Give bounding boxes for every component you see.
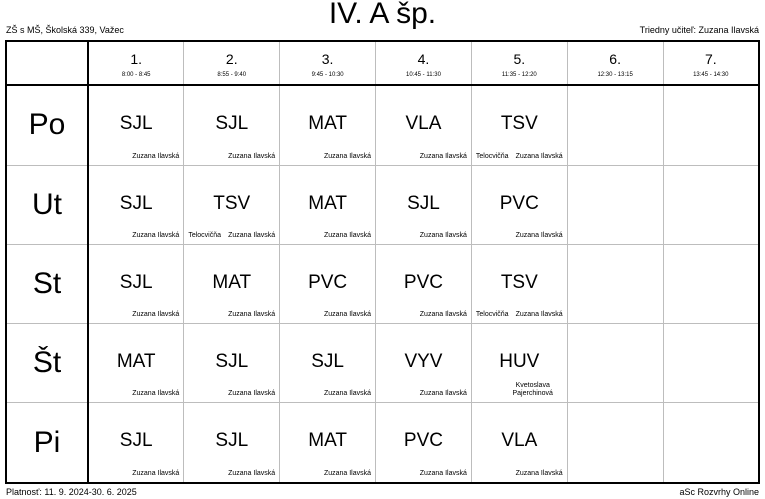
period-header <box>663 41 759 85</box>
lesson-cell <box>567 403 663 483</box>
period-time: 9:45 - 10:30 <box>311 72 344 78</box>
lesson-subject: TSV <box>500 113 538 134</box>
lesson-teacher: Zuzana Ilavská <box>419 390 467 398</box>
period-header <box>280 41 376 85</box>
lesson-cell[interactable] <box>88 165 184 244</box>
lesson-cell[interactable] <box>471 403 567 483</box>
lesson-cell <box>663 403 759 483</box>
lesson-teacher: Zuzana Ilavská <box>419 231 467 239</box>
period-number: 4. <box>417 51 430 67</box>
lesson-subject: SJL <box>119 271 153 293</box>
lesson-cell <box>663 324 759 403</box>
lesson-teacher: Zuzana Ilavská <box>132 231 180 239</box>
lesson-cell[interactable] <box>376 85 472 165</box>
lesson-cell[interactable] <box>280 85 376 165</box>
day-row <box>6 403 759 483</box>
lesson-teacher: Zuzana Ilavská <box>323 231 372 239</box>
school-name: ZŠ s MŠ, Školská 339, Važec <box>6 25 124 35</box>
lesson-subject: MAT <box>116 351 156 373</box>
period-number: 7. <box>704 51 717 67</box>
lesson-cell <box>567 244 663 323</box>
period-time: 13:45 - 14:30 <box>693 72 729 78</box>
lesson-subject: SJL <box>215 430 249 452</box>
lesson-cell[interactable] <box>280 403 376 483</box>
lesson-subject: SJL <box>215 113 249 134</box>
period-header <box>567 41 663 85</box>
period-number: 2. <box>225 51 238 67</box>
lesson-teacher: Zuzana Ilavská <box>323 152 372 160</box>
lesson-cell[interactable] <box>471 244 567 323</box>
page-title: IV. A šp. <box>328 0 437 30</box>
day-label: Št <box>6 324 88 403</box>
period-header <box>471 41 567 85</box>
period-header <box>376 41 472 85</box>
period-time: 8:55 - 9:40 <box>217 72 247 78</box>
lesson-teacher: Zuzana Ilavská <box>323 311 372 319</box>
lesson-subject: SJL <box>119 192 153 214</box>
lesson-teacher: Zuzana Ilavská <box>323 390 372 398</box>
lesson-teacher: Zuzana Ilavská <box>132 311 180 319</box>
lesson-cell <box>567 85 663 165</box>
lesson-cell[interactable] <box>88 85 184 165</box>
lesson-cell[interactable] <box>471 324 567 403</box>
lesson-teacher: Zuzana Ilavská <box>228 390 276 398</box>
lesson-subject: PVC <box>308 271 348 293</box>
period-time: 12:30 - 13:15 <box>597 72 633 78</box>
lesson-room: Telocvičňa <box>475 311 509 319</box>
lesson-teacher: Zuzana Ilavská <box>228 231 276 239</box>
lesson-teacher: Zuzana Ilavská <box>228 152 276 160</box>
lesson-cell <box>663 244 759 323</box>
lesson-teacher: Zuzana Ilavská <box>323 470 372 477</box>
lesson-teacher: Zuzana Ilavská <box>132 470 180 477</box>
day-row <box>6 85 759 165</box>
lesson-cell[interactable] <box>184 165 280 244</box>
day-row <box>6 324 759 403</box>
lesson-subject: SJL <box>215 351 249 373</box>
lesson-subject: SJL <box>119 430 153 452</box>
lesson-teacher: Zuzana Ilavská <box>515 152 563 160</box>
lesson-teacher: Zuzana Ilavská <box>228 311 276 319</box>
lesson-subject: SJL <box>119 113 153 134</box>
day-label: Pi <box>6 403 88 483</box>
period-number: 6. <box>609 51 621 67</box>
day-label: St <box>6 244 88 323</box>
lesson-cell[interactable] <box>376 244 472 323</box>
day-label: Ut <box>6 165 88 244</box>
corner-cell <box>6 41 88 85</box>
lesson-subject: VLA <box>405 113 442 134</box>
lesson-teacher: Zuzana Ilavská <box>228 470 276 477</box>
period-time: 11:35 - 12:20 <box>501 72 537 78</box>
period-time: 8:00 - 8:45 <box>121 72 151 78</box>
period-number: 5. <box>513 51 526 67</box>
lesson-teacher: Zuzana Ilavská <box>419 311 467 319</box>
lesson-cell <box>567 165 663 244</box>
lesson-subject: PVC <box>403 271 443 293</box>
period-header-row <box>6 41 759 85</box>
lesson-teacher: Zuzana Ilavská <box>515 231 563 239</box>
lesson-subject: MAT <box>308 430 347 452</box>
lesson-teacher: Zuzana Ilavská <box>132 152 180 160</box>
lesson-teacher: Zuzana Ilavská <box>419 470 467 477</box>
lesson-teacher: Zuzana Ilavská <box>515 311 563 319</box>
lesson-subject: PVC <box>499 192 539 214</box>
lesson-teacher: Kvetoslava Pajerchinová <box>512 382 553 398</box>
lesson-cell <box>663 165 759 244</box>
period-header <box>184 41 280 85</box>
lesson-cell[interactable] <box>88 403 184 483</box>
period-header <box>88 41 184 85</box>
class-teacher: Triedny učiteľ: Zuzana Ilavská <box>639 25 759 35</box>
lesson-cell[interactable] <box>184 324 280 403</box>
lesson-teacher: Zuzana Ilavská <box>132 390 180 398</box>
lesson-teacher: Zuzana Ilavská <box>515 470 563 477</box>
timetable <box>5 40 760 484</box>
period-time: 10:45 - 11:30 <box>405 72 441 78</box>
lesson-room: Telocvičňa <box>188 231 222 239</box>
lesson-cell[interactable] <box>376 165 472 244</box>
day-label: Po <box>6 85 88 165</box>
lesson-subject: VLA <box>501 430 538 452</box>
lesson-subject: HUV <box>499 351 540 373</box>
lesson-cell[interactable] <box>184 85 280 165</box>
lesson-subject: MAT <box>308 113 347 134</box>
brand-label: aSc Rozvrhy Online <box>679 487 759 497</box>
lesson-teacher: Zuzana Ilavská <box>419 152 467 160</box>
lesson-cell <box>663 85 759 165</box>
period-number: 1. <box>130 51 143 67</box>
lesson-cell[interactable] <box>376 324 472 403</box>
lesson-cell[interactable] <box>376 403 472 483</box>
lesson-cell[interactable] <box>471 85 567 165</box>
day-row <box>6 244 759 323</box>
lesson-cell[interactable] <box>184 244 280 323</box>
lesson-cell[interactable] <box>88 244 184 323</box>
lesson-cell[interactable] <box>280 324 376 403</box>
lesson-cell[interactable] <box>184 403 280 483</box>
validity-period: Platnosť: 11. 9. 2024-30. 6. 2025 <box>6 487 137 497</box>
lesson-cell[interactable] <box>471 165 567 244</box>
lesson-subject: VYV <box>404 351 443 373</box>
lesson-subject: MAT <box>212 271 252 293</box>
lesson-cell[interactable] <box>280 244 376 323</box>
lesson-cell[interactable] <box>88 324 184 403</box>
day-row <box>6 165 759 244</box>
lesson-subject: SJL <box>311 351 344 373</box>
period-number: 3. <box>321 51 334 67</box>
lesson-room: Telocvičňa <box>475 152 509 160</box>
lesson-subject: PVC <box>403 430 443 452</box>
lesson-subject: MAT <box>308 192 347 214</box>
lesson-subject: TSV <box>213 192 251 214</box>
lesson-cell <box>567 324 663 403</box>
lesson-cell[interactable] <box>280 165 376 244</box>
lesson-subject: SJL <box>407 192 440 214</box>
lesson-subject: TSV <box>500 271 538 293</box>
